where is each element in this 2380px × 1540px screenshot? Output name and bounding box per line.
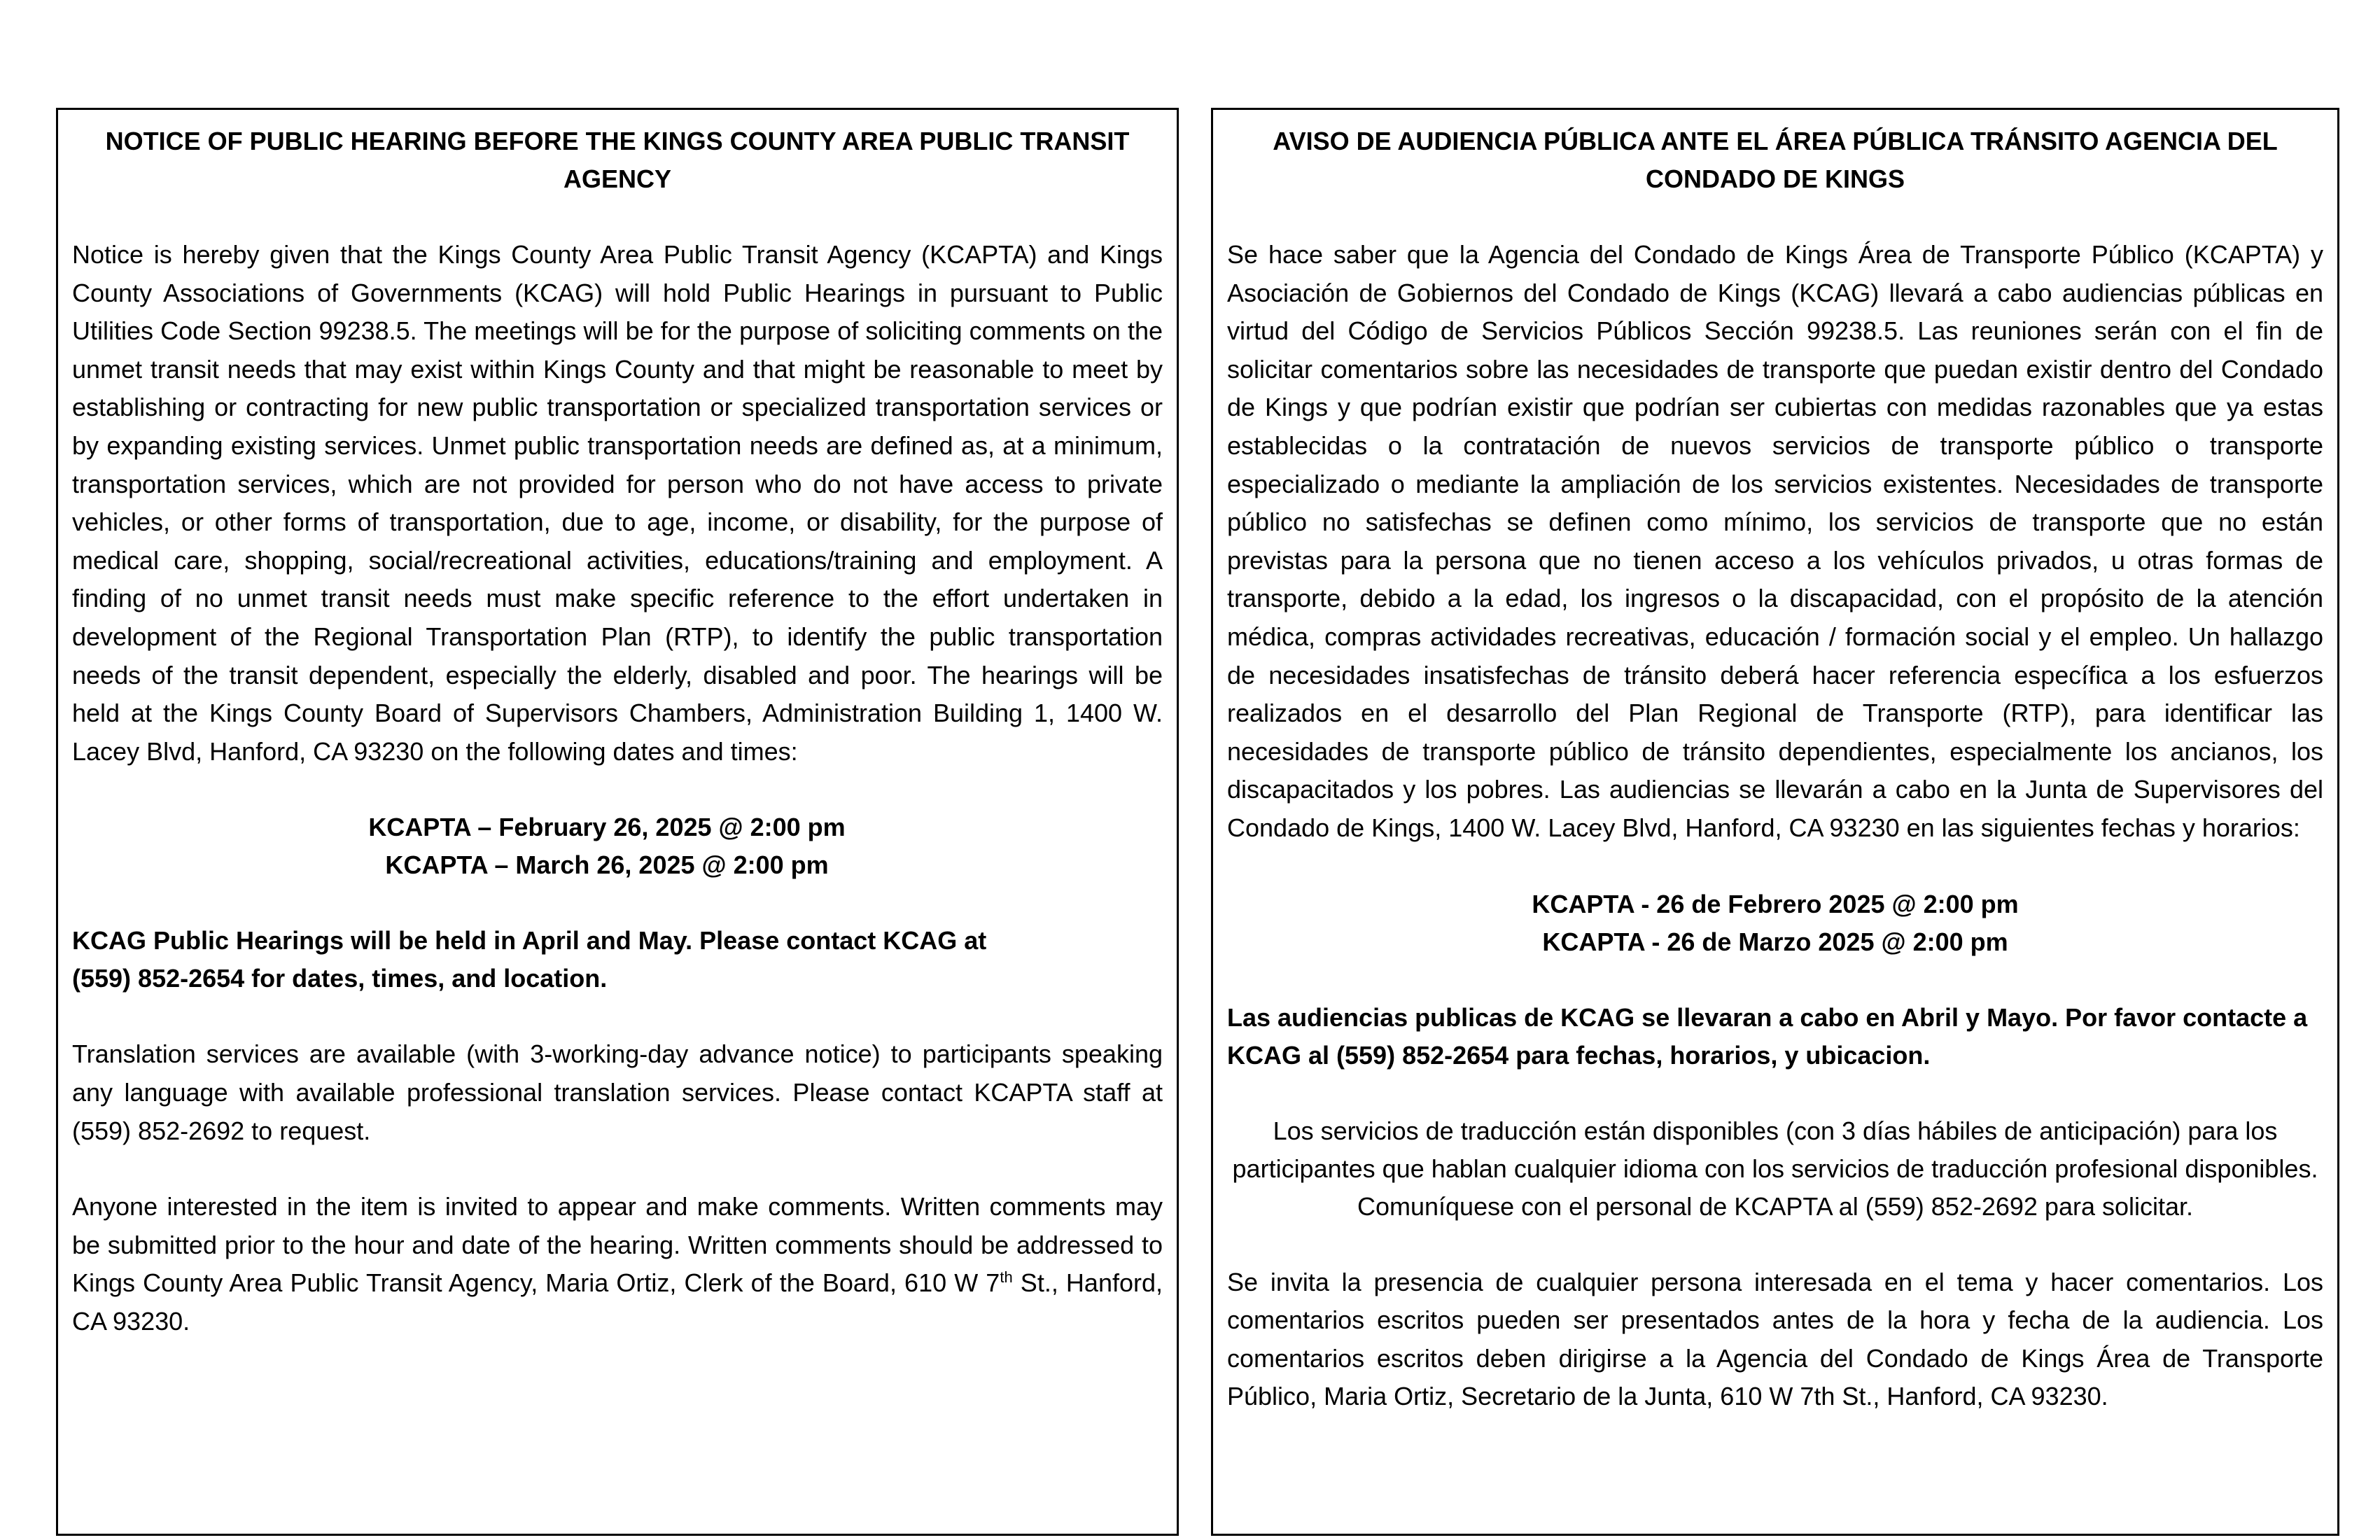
spanish-notice-box	[1211, 108, 2339, 1536]
spanish-translation-services: Los servicios de traducción están disponibles (con 3 días hábiles de anticipación) para los participantes que hablan cualquier idioma con los servicios de traducción profesional disponibles. Comuníquese con el personal de KCAPTA al (559) 852-2692 para solicitar.	[1232, 1116, 2318, 1221]
spanish-hearing-date-1: KCAPTA - 26 de Febrero 2025 @ 2:00 pm	[1532, 889, 2019, 918]
english-comments-paragraph	[72, 1188, 1163, 1340]
english-notice-box	[56, 108, 1179, 1536]
spanish-notice-body: Se hace saber que la Agencia del Condado de Kings Área de Transporte Público (KCAPTA) y Asociación de Gobiernos del Condado de Kings (KCAG) llevará a cabo audiencias públicas en virtud del Código de Servicios Públicos Sección 99238.5. Las reuniones serán con el fin de solicitar comentarios sobre las necesidades de transporte que puedan existir dentro del Condado de Kings y que podrían existir que podrían ser cubiertas con medidas razonables que ya estas establecidas o la contratación de nuevos servicios de transporte público o transporte especializado o mediante la ampliación de los servicios existentes. Necesidades de transporte público no satisfechas se definen como mínimo, los servicios de transporte que no están previstas para la persona que no tienen acceso a los vehículos privados, u otras formas de transporte, debido a la edad, los ingresos o la discapacidad, con el propósito de la atención médica, compras actividades recreativas, educación / formación social y el empleo. Un hallazgo de necesidades insatisfechas de tránsito deberá hacer referencia específica a los esfuerzos realizados en el desarrollo del Plan Regional de Transporte (RTP), para identificar las necesidades de transporte público de tránsito dependientes, especialmente los ancianos, los discapacitados y los pobres. Las audiencias se llevarán a cabo en la Junta de Supervisores del Condado de Kings, 1400 W. Lacey Blvd, Hanford, CA 93230 en las siguientes fechas y horarios:	[1227, 240, 2323, 842]
spanish-hearing-date-2: KCAPTA - 26 de Marzo 2025 @ 2:00 pm	[1542, 927, 2008, 956]
english-translation-services: Translation services are available (with 3-working-day advance notice) to participants speaking any language with available professional translation services. Please contact KCAPTA staff at (559) 852-2692 to request.	[72, 1040, 1163, 1145]
english-notice-title: NOTICE OF PUBLIC HEARING BEFORE THE KINGS COUNTY AREA PUBLIC TRANSIT AGENCY	[105, 127, 1130, 193]
english-comments-text: Anyone interested in the item is invited to appear and make comments. Written comments may be submitted prior to the hour and date of the hearing. Written comments should be addressed to Kings County Area Public Transit Agency, Maria Ortiz, Clerk of the Board, 610 W 7	[72, 1192, 1163, 1298]
english-notice-body: Notice is hereby given that the Kings County Area Public Transit Agency (KCAPTA) and Kings County Associations of Governments (KCAG) will hold Public Hearings in pursuant to Public Utilities Code Section 99238.5. The meetings will be for the purpose of soliciting comments on the unmet transit needs that may exist within Kings County and that might be reasonable to meet by establishing or contracting for new public transportation or specialized transportation services or by expanding existing services. Unmet public transportation needs are defined as, at a minimum, transportation services, which are not provided for person who do not have access to private vehicles, or other forms of transportation, due to age, income, or disability, for the purpose of medical care, shopping, social/recreational activities, educations/training and employment. A finding of no unmet transit needs must make specific reference to the effort undertaken in development of the Regional Transportation Plan (RTP), to identify the public transportation needs of the transit dependent, especially the elderly, disabled and poor. The hearings will be held at the Kings County Board of Supervisors Chambers, Administration Building 1, 1400 W. Lacey Blvd, Hanford, CA 93230 on the following dates and times:	[72, 240, 1163, 766]
english-comments-address-end: St., Hanford, CA 93230.	[72, 1268, 1163, 1336]
english-kcag-line-2: (559) 852-2654 for dates, times, and location.	[72, 964, 608, 993]
english-comments-superscript: th	[1000, 1268, 1013, 1287]
spanish-kcag-paragraph: Las audiencias publicas de KCAG se llevaran a cabo en Abril y Mayo. Por favor contacte a KCAG al (559) 852-2654 para fechas, horarios, y ubicacion.	[1227, 1002, 2308, 1070]
english-kcag-line-1: KCAG Public Hearings will be held in April and May. Please contact KCAG at	[72, 926, 987, 955]
spanish-notice-title: AVISO DE AUDIENCIA PÚBLICA ANTE EL ÁREA PÚBLICA TRÁNSITO AGENCIA DEL CONDADO DE KINGS	[1273, 127, 2278, 193]
english-hearing-date-1: KCAPTA – February 26, 2025 @ 2:00 pm	[368, 813, 846, 842]
spanish-comments-paragraph: Se invita la presencia de cualquier persona interesada en el tema y hacer comentarios. Los comentarios escritos pueden ser presentados antes de la hora y fecha de la audiencia. Los comentarios escritos deben dirigirse a la Agencia del Condado de Kings Área de Transporte Público, Maria Ortiz, Secretario de la Junta, 610 W 7th St., Hanford, CA 93230.	[1227, 1267, 2323, 1411]
english-hearing-date-2: KCAPTA – March 26, 2025 @ 2:00 pm	[385, 850, 829, 880]
